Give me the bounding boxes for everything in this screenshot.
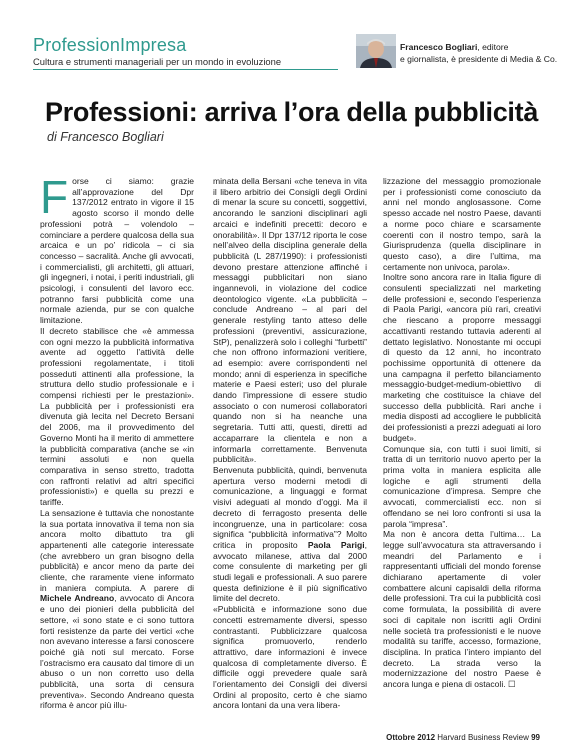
paragraph: Il decreto stabilisce che «è ammessa con ogni mezzo la pubblicità informativa avente ad oggetto l’attività delle professioni regolamentate, i titoli posseduti attinenti alla professione, la struttura dello studio professionale e i compensi richiesti per le prestazioni». La pubblicità per i professionisti era divenuta già lecita nel Decreto Bersani del 2006, ma il provvedimento del Governo Monti ha il merito di ammettere la pubblicità comparativa (anche se «in termini assoluti e non quella comparativa in senso stretto, tradotta con raffronti relativi ad altri specifici professionisti») e quella su prezzi e tariffe. bbox=[40, 325, 194, 508]
paragraph: lizzazione del messaggio promozionale per i professionisti come conosciuto da anni nel mondo anglosassone. Come spesso accade nel nostro Paese, davanti a norme poco chiare e scarsamente coerenti con il nostro tempo, sarà la Giurisprudenza (quella disciplinare in questo caso), a dire l’ultima, ma certamente non univoca, parola». bbox=[383, 176, 541, 272]
paragraph: minata della Bersani «che teneva in vita il libero arbitrio dei Consigli degli Ordini di menar la scure su concetti, soggettivi, ancorando le sanzioni disciplinari agli arcaici e indefiniti precetti: decoro e onorabilità». Il Dpr 137/12 riporta le cose nell’alveo della disciplina generale della pubblicità (L 287/1990): i professionisti devono prestare attenzione affinché i messaggi pubblicitari non siano ingannevoli, in violazione del codice deontologico vigente. «La pubblicità – conclude Andreano – al pari del generale restyling tanto atteso delle professioni (preventivi, assicurazione, StP), penalizzerà solo i colleghi “furbetti” che non offrono informazioni veritiere, ad esempio: avere corrispondenti nel mondo; anni di esperienza in specifiche materie e Paesi esteri; uso del plurale dando l’impressione di essere studio associato o con numerosi collaboratori quando non si ha neanche una segretaria. Tutti atti, questi, diretti ad accaparrare la clientela e non a informarla correttamente. Benvenuta pubblicità». bbox=[213, 176, 367, 465]
author-description: e giornalista, è presidente di Media & Co. bbox=[400, 53, 558, 64]
paragraph: Benvenuta pubblicità, quindi, benvenuta apertura verso moderni metodi di comunicazione, a linguaggi e format visivi adeguati al mondo d’oggi. Ma il decreto di ferragosto presenta delle incongruenze, una in particolare: cosa significa “pubblicità informativa”? Molto critica in proposito Paola Parigi, avvocato milanese, attiva dal 2000 come consulente di marketing per gli studi legali e professionali. A suo parere questa definizione è il più significativo limite del decreto. bbox=[213, 464, 367, 604]
article-column-1 bbox=[40, 171, 195, 711]
page-number: 99 bbox=[531, 733, 540, 742]
paragraph: Ma non è ancora detta l’ultima… La legge sull’avvocatura sta attraversando i meandri del Parlamento e i rappresentanti ufficiali del mondo forense dichiarano apertamente di voler combattere alcuni capisaldi della riforma delle professioni. Tra cui la pubblicità così come formulata, la possibilità di avere soci di capitale non iscritti agli Ordini nelle società tra professionisti e le nuove modalità su tariffe, accesso, formazione, disciplina. In pratica l’intero impianto del decreto. La strada verso la modernizzazione del nostro Paese è ancora lunga e piena di ostacoli. ☐ bbox=[383, 529, 541, 690]
page-footer bbox=[386, 733, 540, 742]
article-byline: di Francesco Bogliari bbox=[47, 130, 164, 144]
author-name: Francesco Bogliari bbox=[400, 42, 478, 52]
footer-publication: Harvard Business Review bbox=[437, 733, 529, 742]
author-photo bbox=[356, 34, 396, 68]
article-column-2 bbox=[213, 176, 367, 711]
author-portrait-icon bbox=[356, 34, 396, 68]
paragraph: La sensazione è tuttavia che nonostante la sua portata innovativa il tema non sia ancora molto dibattuto tra gli appartenenti alle categorie interessate (che avrebbero un gran bisogno della pubblicità) e ancor meno da parte dei cliente, che raramente viene informato in maniera compiuta. A parere di Michele Andreano, avvocato di Ancora e uno dei pionieri della pubblicità del settore, «i sono state e ci sono tuttora forti resistenze da parte dei vertici «che non avevano interesse a farsi conoscere poiché già noti sul mercato. Forse l’ostracismo era causato dal timore di un abuso o un non corretto uso della pubblicità, una sorta di censura preventiva». Secondo Andreano questa riforma è ancor più illu- bbox=[40, 507, 195, 711]
article-column-3 bbox=[383, 176, 541, 688]
paragraph: Inoltre sono ancora rare in Italia figure di consulenti specializzati nel marketing delle professioni e, secondo l’esperienza di Paola Parigi, «ancora più rari, creativi che riescano a proporre messaggi accattivanti restando tuttavia aderenti al dettato legislativo. Nonostante mi occupi di questo da 12 anni, ho incontrato pochissime opportunità di ottenere da una campagna il perfetto bilanciamento messaggio-budget-medium-obiettivo di marketing che costituisce la chiave del successo della pubblicità. Rari anche i media disposti ad accogliere le pubblicità dei professionisti a prezzi adeguati ai loro budget». bbox=[383, 272, 541, 443]
quoted-person: Paola Parigi bbox=[307, 539, 365, 550]
section-header bbox=[33, 35, 338, 68]
paragraph: Forse ci siamo: grazie all’approvazione del Dpr 137/2012 entrato in vigore il 15 agosto scorso il mondo delle professioni potrà – volendolo – cominciare a perdere qualcosa della sua arcaica e un po’ ridicola – ci sia concesso – sacralità. Anche gli avvocati, i commercialisti, gli architetti, gli attuari, gli ingegneri, i notai, i periti industriali, gli psicologi, i consulenti del lavoro ecc. potranno farsi pubblicità come una normale azienda, pur se con qualche limitazione. bbox=[40, 171, 194, 326]
end-mark-icon: ☐ bbox=[507, 679, 516, 690]
footer-date: Ottobre 2012 bbox=[386, 733, 436, 742]
article-title: Professioni: arriva l’ora della pubblicità bbox=[45, 97, 539, 127]
quoted-person: Michele Andreano bbox=[40, 593, 115, 604]
section-brand: ProfessionImpresa bbox=[33, 35, 187, 55]
section-tagline: Cultura e strumenti manageriali per un mondo in evoluzione bbox=[33, 56, 282, 67]
drop-cap: F bbox=[40, 171, 69, 223]
author-info bbox=[400, 42, 570, 65]
paragraph: Comunque sia, con tutti i suoi limiti, si tratta di un territorio nuovo aperto per la prima volta in maniera esplicita alle logiche e agli strumenti della comunicazione d’impresa. Sempre che avvocati, commercialisti ecc. non si offendano se nei loro confronti si usa la parola “impresa”. bbox=[383, 443, 541, 529]
paragraph: «Pubblicità e informazione sono due concetti estremamente diversi, spesso contrastanti. Pubblicizzare qualcosa significa promuoverlo, renderlo attrattivo, dare informazioni è invece qualcosa di completamente diverso. È difficile oggi prevedere quale sarà l’orientamento dei Consigli dei diversi Ordini al proposito, certo è che siamo ancora lontani da una vera libera- bbox=[213, 604, 367, 711]
author-role: , editore bbox=[477, 42, 509, 52]
header-rule bbox=[33, 69, 338, 70]
